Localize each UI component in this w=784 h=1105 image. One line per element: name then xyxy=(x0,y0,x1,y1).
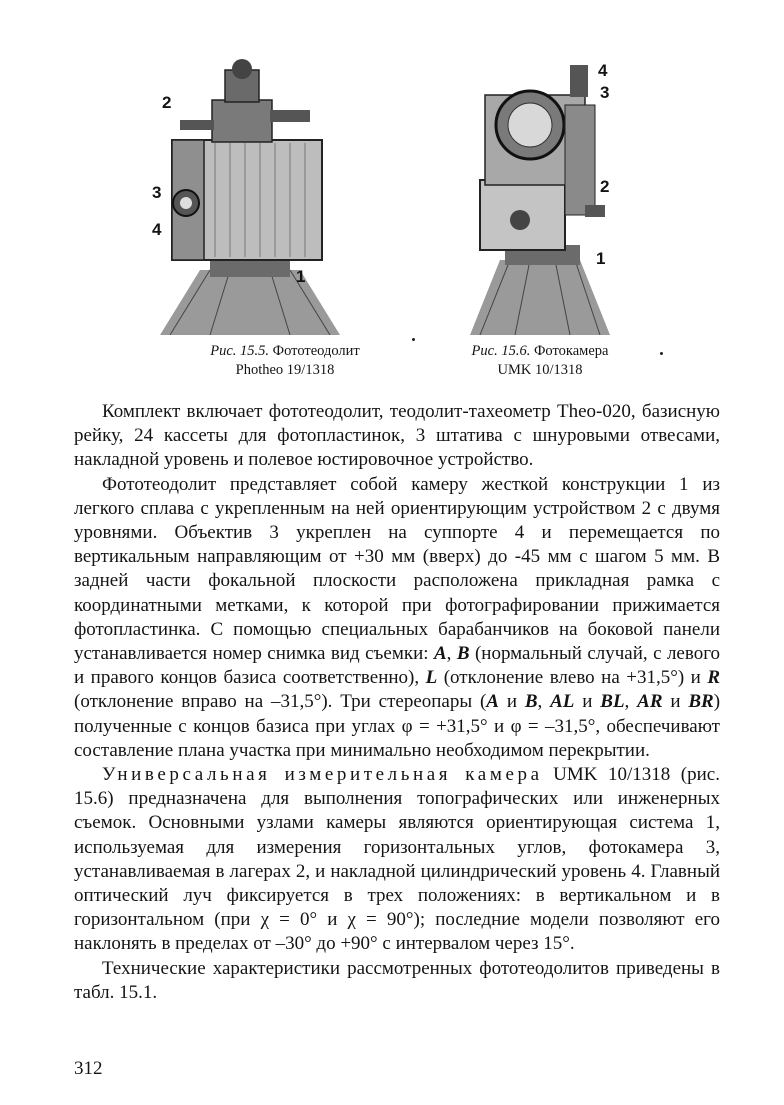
caption-title: Фототеодолит xyxy=(272,343,360,359)
speck xyxy=(412,338,415,341)
callout-4: 4 xyxy=(152,220,162,239)
photocamera-illustration xyxy=(470,55,620,335)
callout-1: 1 xyxy=(596,249,606,268)
page-number: 312 xyxy=(74,1058,103,1079)
body-text xyxy=(74,400,720,1005)
caption-label: Рис. 15.6. xyxy=(471,343,531,359)
figure-caption-15-5 xyxy=(170,342,400,380)
callout-1: 1 xyxy=(296,267,306,286)
callout-3: 3 xyxy=(600,83,610,102)
figure-caption-15-6 xyxy=(440,342,640,380)
speck xyxy=(660,352,663,355)
callout-3: 3 xyxy=(152,183,162,202)
figure-phototheodolite xyxy=(140,55,360,335)
spaced-heading: Универсальная измерительная камера xyxy=(102,764,543,786)
callout-2: 2 xyxy=(600,177,610,196)
caption-model: Photheo 19/1318 xyxy=(235,362,335,378)
paragraph-kit: Комплект включает фототеодолит, теодолит-тахеометр Theo-020, базисную рейку, 24 кассеты для фотопластинок, 3 штатива с шнуровыми отвесами, накладной уровень и полевое юстировочное устройство. xyxy=(74,401,720,471)
callout-4: 4 xyxy=(598,61,608,80)
caption-label: Рис. 15.5. xyxy=(210,343,270,359)
callout-2: 2 xyxy=(162,93,172,112)
figure-photocamera xyxy=(470,55,620,335)
paragraph-umk: Универсальная измерительная камера UMK 10/1318 (рис. 15.6) предназначена для выполнения топографических или инженерных съемок. Основными узлами камеры являются ориентирующая система 1, используемая для измерения горизонтальных углов, фотокамера 3, устанавливаемая в лагерах 2, и накладной цилиндрический уровень 4. Главный оптический луч фиксируется в трех положениях: в вертикальном и в горизонтальном (при χ = 0° и χ = 90°); последние модели позволяют его наклонять в пределах от –30° до +90° с интервалом через 15°. xyxy=(74,764,720,955)
paragraph-specs: Технические характеристики рассмотренных фототеодолитов приведены в табл. 15.1. xyxy=(74,957,720,1003)
paragraph-phototheodolite: Фототеодолит представляет собой камеру жесткой конструкции 1 из легкого сплава с укрепленным на ней ориентирующим устройством 2 с двумя уровнями. Объектив 3 укреплен на суппорте 4 и перемещается по вертикальным направляющим от +30 мм (вверх) до -45 мм с шагом 5 мм. В задней части фокальной плоскости расположена прикладная рамка с координатными метками, к которой при фотографировании прижимается фотопластинка. С помощью специальных барабанчиков на боковой панели устанавливается номер снимка вид съемки: A, B (нормальный случай, с левого и правого концов базиса соответственно), L (отклонение влево на +31,5°) и R (отклонение вправо на –31,5°). Три стереопары (A и B, AL и BL, AR и BR) полученные с концов базиса при углах φ = +31,5° и φ = –31,5°, обеспечивают составление плана участка при минимально необходимом перекрытии. xyxy=(74,473,721,761)
caption-title: Фотокамера xyxy=(533,343,609,359)
caption-model: UMK 10/1318 xyxy=(497,362,583,378)
phototheodolite-illustration xyxy=(140,55,360,335)
